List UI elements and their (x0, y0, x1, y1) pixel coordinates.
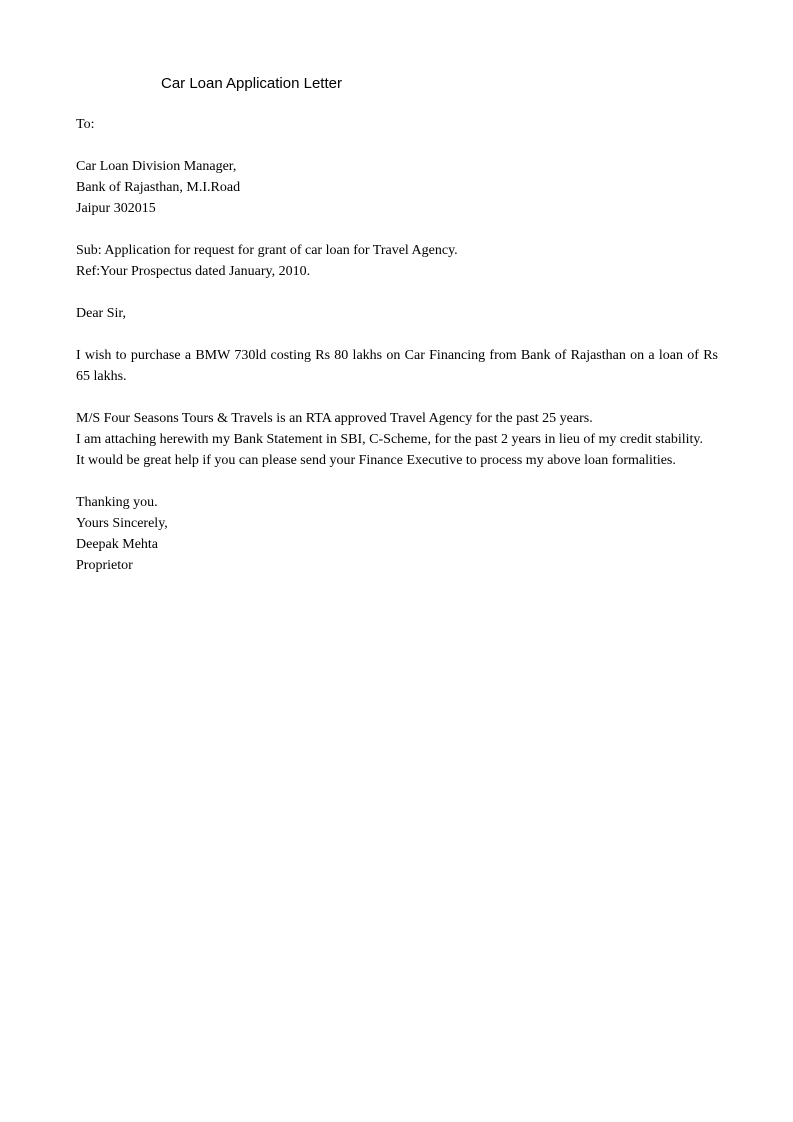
letter-body (76, 114, 718, 576)
spacer (76, 471, 718, 492)
closing-sign-off: Yours Sincerely, (76, 516, 168, 531)
paragraph-purchase: I wish to purchase a BMW 730ld costing Rs 80 lakhs on Car Financing from Bank of Rajasthan on a loan of Rs 65 lakhs. (76, 348, 718, 384)
paragraph-details (76, 408, 718, 471)
recipient-line: Jaipur 302015 (76, 201, 156, 216)
spacer (76, 282, 718, 303)
signatory-title: Proprietor (76, 558, 133, 573)
recipient-line: Car Loan Division Manager, (76, 159, 237, 174)
spacer (76, 219, 718, 240)
request-line: It would be great help if you can please send your Finance Executive to process my above loan formalities. (76, 453, 676, 468)
agency-statement: M/S Four Seasons Tours & Travels is an RTA approved Travel Agency for the past 25 years. (76, 411, 593, 426)
recipient-address (76, 156, 718, 219)
reference-line: Ref:Your Prospectus dated January, 2010. (76, 264, 311, 279)
spacer (76, 324, 718, 345)
subject-line: Sub: Application for request for grant of car loan for Travel Agency. (76, 243, 458, 258)
recipient-line: Bank of Rajasthan, M.I.Road (76, 180, 241, 195)
closing-thanks: Thanking you. (76, 495, 158, 510)
signatory-name: Deepak Mehta (76, 537, 159, 552)
salutation: Dear Sir, (76, 306, 126, 321)
spacer (76, 387, 718, 408)
spacer (76, 135, 718, 156)
letter-title: Car Loan Application Letter (161, 75, 342, 92)
bank-statement-line: I am attaching herewith my Bank Statement in SBI, C-Scheme, for the past 2 years in lieu of my credit stability. (76, 432, 703, 447)
to-label: To: (76, 117, 95, 132)
closing-block (76, 492, 718, 576)
